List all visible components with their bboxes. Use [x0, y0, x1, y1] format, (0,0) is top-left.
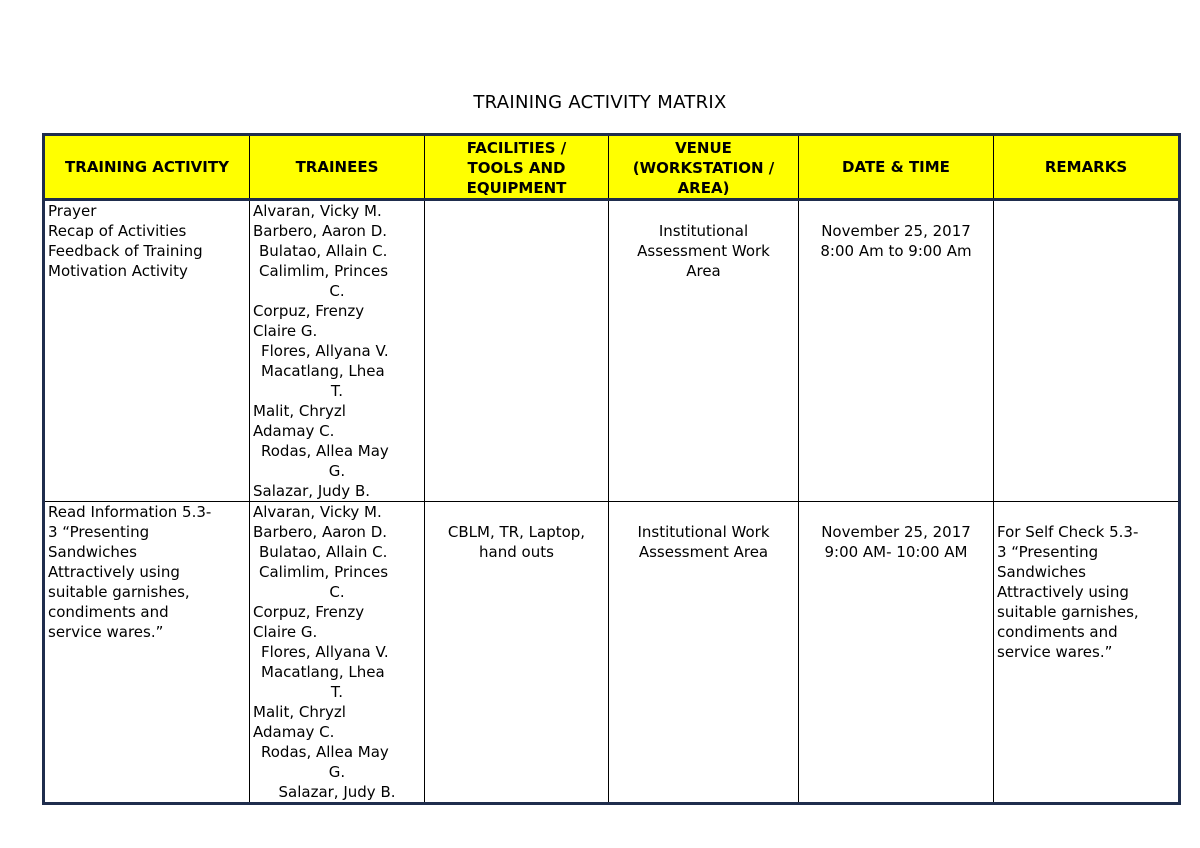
trainee-line: Salazar, Judy B. — [253, 482, 370, 500]
table-row — [44, 502, 1180, 804]
training-activity-matrix-table — [42, 133, 1181, 805]
header-trainees: TRAINEES — [250, 135, 425, 200]
trainee-line: T. — [330, 683, 344, 701]
cell-venue — [609, 502, 799, 804]
trainee-line: Claire G. — [253, 623, 318, 641]
remarks-line: For Self Check 5.3- — [997, 523, 1139, 541]
cell-facilities — [425, 502, 609, 804]
trainee-line: G. — [328, 462, 346, 480]
trainee-line: Alvaran, Vicky M. — [253, 503, 382, 521]
time-line: 9:00 AM- 10:00 AM — [824, 543, 968, 561]
remarks-line: Sandwiches — [997, 563, 1086, 581]
venue-line: Assessment Area — [638, 543, 769, 561]
activity-line: Recap of Activities — [48, 222, 187, 240]
date-line: November 25, 2017 — [821, 222, 971, 240]
trainee-line: Rodas, Allea May — [261, 743, 389, 761]
cell-training-activity — [44, 502, 250, 804]
activity-line: 3 “Presenting — [48, 523, 150, 541]
cell-remarks — [994, 200, 1180, 502]
cell-trainees — [250, 502, 425, 804]
trainee-line: Barbero, Aaron D. — [253, 222, 388, 240]
trainee-line: Macatlang, Lhea — [261, 663, 385, 681]
trainee-line: Calimlim, Princes — [259, 262, 389, 280]
trainee-line: C. — [329, 583, 345, 601]
header-facilities-line: TOOLS AND — [467, 159, 566, 177]
trainee-line: Flores, Allyana V. — [261, 342, 389, 360]
header-venue-line: VENUE — [675, 139, 732, 157]
trainee-line: Malit, Chryzl — [253, 703, 346, 721]
header-venue-line: AREA) — [677, 179, 730, 197]
activity-line: Motivation Activity — [48, 262, 188, 280]
header-facilities — [425, 135, 609, 200]
facilities-line: hand outs — [479, 543, 554, 561]
header-remarks: REMARKS — [994, 135, 1180, 200]
activity-line: Read Information 5.3- — [48, 503, 212, 521]
activity-line: condiments and — [48, 603, 169, 621]
remarks-line: Attractively using — [997, 583, 1129, 601]
remarks-line: suitable garnishes, — [997, 603, 1139, 621]
header-facilities-line: FACILITIES / — [466, 139, 567, 157]
remarks-line: condiments and — [997, 623, 1118, 641]
table-header-row — [44, 135, 1180, 200]
cell-date-time — [799, 502, 994, 804]
trainee-line: Salazar, Judy B. — [278, 783, 396, 801]
activity-line: suitable garnishes, — [48, 583, 190, 601]
trainee-line: Flores, Allyana V. — [261, 643, 389, 661]
cell-venue — [609, 200, 799, 502]
cell-facilities — [425, 200, 609, 502]
venue-line: Area — [686, 262, 721, 280]
venue-line: Institutional Work — [637, 523, 770, 541]
trainee-line: C. — [329, 282, 345, 300]
remarks-line: 3 “Presenting — [997, 543, 1099, 561]
activity-line: Sandwiches — [48, 543, 137, 561]
header-venue — [609, 135, 799, 200]
trainee-line: Calimlim, Princes — [259, 563, 389, 581]
header-date-time: DATE & TIME — [799, 135, 994, 200]
header-venue-line: (WORKSTATION / — [632, 159, 775, 177]
cell-trainees — [250, 200, 425, 502]
trainee-line: Macatlang, Lhea — [261, 362, 385, 380]
trainee-line: G. — [328, 763, 346, 781]
trainee-line: Alvaran, Vicky M. — [253, 202, 382, 220]
activity-line: service wares.” — [48, 623, 164, 641]
trainee-line: Claire G. — [253, 322, 318, 340]
cell-date-time — [799, 200, 994, 502]
date-line: November 25, 2017 — [821, 523, 971, 541]
venue-line: Institutional — [658, 222, 749, 240]
document-title: TRAINING ACTIVITY MATRIX — [473, 92, 727, 113]
facilities-line: CBLM, TR, Laptop, — [447, 523, 586, 541]
header-facilities-line: EQUIPMENT — [466, 179, 567, 197]
activity-line: Attractively using — [48, 563, 180, 581]
trainee-line: Corpuz, Frenzy — [253, 302, 365, 320]
time-line: 8:00 Am to 9:00 Am — [820, 242, 972, 260]
trainee-line: Bulatao, Allain C. — [259, 242, 388, 260]
trainee-line: Adamay C. — [253, 723, 335, 741]
trainee-line: Barbero, Aaron D. — [253, 523, 388, 541]
trainee-line: Malit, Chryzl — [253, 402, 346, 420]
activity-line: Prayer — [48, 202, 97, 220]
trainee-line: Bulatao, Allain C. — [259, 543, 388, 561]
trainee-line: Corpuz, Frenzy — [253, 603, 365, 621]
trainee-line: Adamay C. — [253, 422, 335, 440]
trainee-line: Rodas, Allea May — [261, 442, 389, 460]
venue-line: Assessment Work — [637, 242, 770, 260]
table-row — [44, 200, 1180, 502]
remarks-line: service wares.” — [997, 643, 1113, 661]
cell-training-activity — [44, 200, 250, 502]
activity-line: Feedback of Training — [48, 242, 203, 260]
cell-remarks — [994, 502, 1180, 804]
trainee-line: T. — [330, 382, 344, 400]
header-training-activity: TRAINING ACTIVITY — [44, 135, 250, 200]
